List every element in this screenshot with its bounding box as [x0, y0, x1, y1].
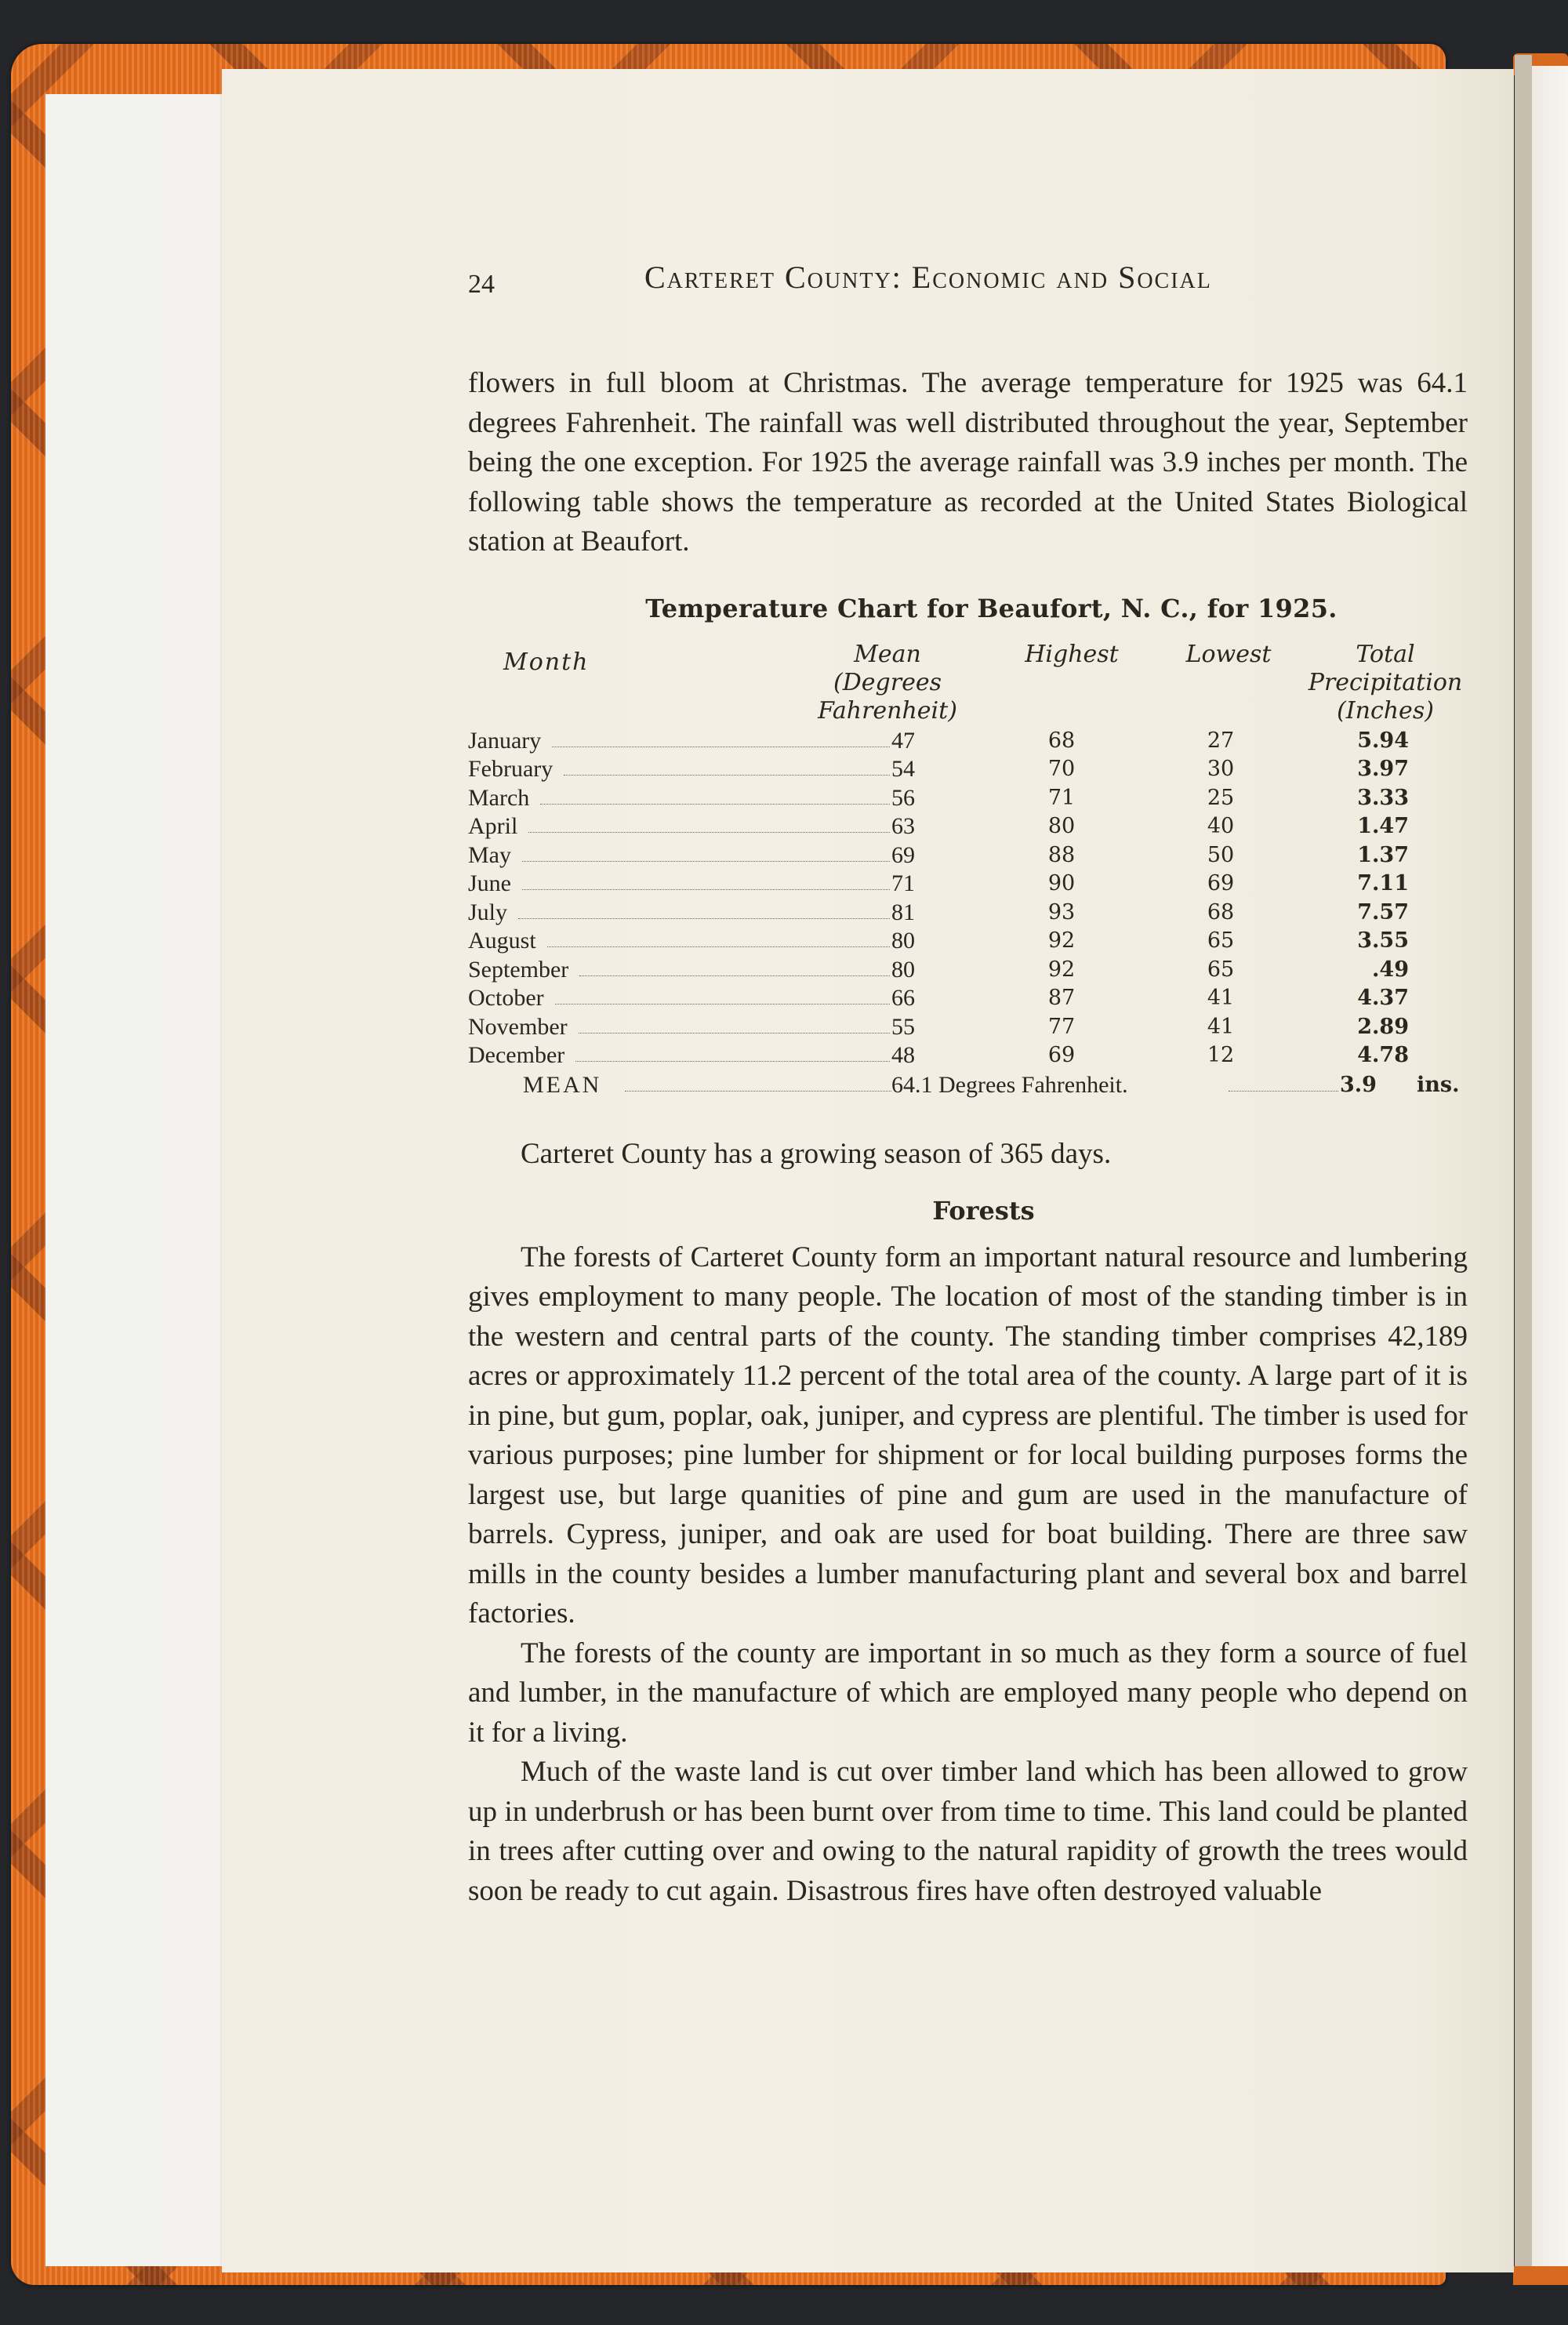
table-row [468, 927, 1468, 956]
lowest-cell: 30 [1207, 757, 1235, 781]
table-row [468, 727, 1468, 756]
highest-cell: 69 [1047, 1043, 1076, 1067]
mean-cell: 66 [891, 985, 915, 1011]
month-cell: June [468, 870, 511, 896]
dot-leader [1229, 1091, 1338, 1092]
growing-season-sentence: Carteret County has a growing season of 365 days. [521, 1137, 1112, 1170]
running-head [468, 251, 1468, 306]
mean-cell: 80 [891, 956, 915, 983]
dot-leader [522, 870, 890, 890]
precip-cell: 4.37 [1357, 986, 1409, 1010]
page-edge-shadow [1515, 55, 1532, 2282]
lowest-cell: 65 [1207, 928, 1235, 953]
running-title: Carteret County: Economic and Social [644, 260, 1212, 295]
header-precipitation: Total Precipitation (Inches) [1308, 640, 1463, 725]
table-body [468, 727, 1468, 1102]
precip-cell: 3.55 [1357, 928, 1409, 953]
month-cell: May [468, 841, 511, 868]
mean-cell: 81 [891, 899, 915, 925]
forests-paragraph-1: The forests of Carteret County form an important natural resource and lumbering gives employment to many people. The location of most of the standing timber is in the western and central parts of the county. The standing timber comprises 42,189 acres or approximately 11.2 percent of the total area of the county. A large part of it is in pine, but gum, poplar, oak, juniper, and cypress are plentiful. The timber is used for various purposes; pine lumber for shipment or for local building purposes forms the largest use, but large quanities of pine and gum are used in the manufacture of barrels. Cypress, juniper, and oak are used for boat building. There are three saw mills in the county besides a lumber manufacturing plant and several box and barrel factories. [468, 1241, 1468, 1629]
table-mean-row [468, 1070, 1468, 1102]
highest-cell: 68 [1047, 728, 1076, 753]
mean-cell: 54 [891, 756, 915, 782]
precip-cell: 3.97 [1357, 757, 1409, 781]
month-cell: January [468, 727, 542, 754]
precip-cell: 2.89 [1357, 1014, 1409, 1039]
mean-precip-unit: ins. [1417, 1072, 1460, 1097]
precip-cell: 5.94 [1357, 728, 1409, 753]
table-row [468, 755, 1468, 784]
highest-cell: 71 [1047, 785, 1076, 810]
table-row [468, 870, 1468, 899]
highest-cell: 88 [1047, 842, 1076, 867]
lowest-cell: 65 [1207, 957, 1235, 982]
dot-leader [555, 984, 890, 1004]
mean-cell: 69 [891, 841, 915, 868]
dot-leader [528, 812, 890, 833]
mean-cell: 71 [891, 870, 915, 896]
next-leaf-cover-bottom [1513, 2266, 1568, 2285]
header-highest: Highest [1025, 640, 1119, 668]
dot-leader [564, 755, 890, 776]
dot-leader [625, 1091, 891, 1092]
month-cell: November [468, 1013, 568, 1040]
table-row [468, 956, 1468, 985]
dot-leader [579, 956, 890, 976]
highest-cell: 93 [1047, 899, 1076, 925]
table-row [468, 812, 1468, 841]
lowest-cell: 41 [1207, 1014, 1235, 1039]
table-caption: Temperature Chart for Beaufort, N. C., for 1925. [645, 593, 1338, 623]
month-cell: December [468, 1042, 565, 1068]
dot-leader [518, 899, 890, 919]
precip-cell: 7.57 [1357, 899, 1409, 925]
precip-cell: 3.33 [1357, 785, 1409, 810]
precip-cell: 7.11 [1357, 871, 1409, 895]
precip-cell: 4.78 [1357, 1043, 1409, 1067]
mean-precipitation: 3.9 [1340, 1072, 1377, 1097]
dot-leader [575, 1041, 890, 1062]
forests-paragraph-2: The forests of the county are important in so much as they form a source of fuel and lumber, in the manufacture of which are employed many people who depend on it for a living. [468, 1637, 1468, 1749]
lowest-cell: 69 [1207, 871, 1235, 895]
month-cell: August [468, 928, 536, 954]
table-row [468, 841, 1468, 870]
lowest-cell: 40 [1207, 814, 1235, 838]
header-lowest: Lowest [1185, 640, 1272, 668]
lowest-cell: 50 [1207, 842, 1235, 867]
forests-paragraph-3: Much of the waste land is cut over timber land which has been allowed to grow up in underbrush or has been burnt over from time to time. This land could be planted in trees after cutting over and owing to the natural rapidity of growth the trees would soon be ready to cut again. Disastrous fires have often destroyed valuable [468, 1756, 1468, 1907]
table-row [468, 1013, 1468, 1042]
lowest-cell: 41 [1207, 986, 1235, 1010]
intro-paragraph: flowers in full bloom at Christmas. The average temperature for 1925 was 64.1 degrees Fahrenheit. The rainfall was well distributed throughout the year, September being the one exception. For 1925 the average rainfall was 3.9 inches per month. The following table shows the temperature as recorded at the United States Biological station at Beaufort. [468, 367, 1468, 558]
header-month: Month [503, 648, 590, 676]
mean-label: MEAN [523, 1071, 602, 1098]
highest-cell: 87 [1047, 986, 1076, 1010]
table-row [468, 1041, 1468, 1070]
lowest-cell: 25 [1207, 785, 1235, 810]
header-mean: Mean (Degrees Fahrenheit) [818, 640, 957, 725]
dot-leader [540, 784, 890, 805]
precip-cell: 1.37 [1357, 842, 1409, 867]
highest-cell: 92 [1047, 957, 1076, 982]
dot-leader [579, 1013, 890, 1034]
dot-leader [547, 927, 890, 947]
section-heading-forests: Forests [932, 1195, 1035, 1226]
mean-cell: 56 [891, 784, 915, 811]
lowest-cell: 68 [1207, 899, 1235, 925]
month-cell: July [468, 899, 508, 925]
next-leaf-edge [1532, 66, 1568, 2277]
mean-temperature: 64.1 Degrees Fahrenheit. [891, 1071, 1128, 1098]
mean-cell: 80 [891, 928, 915, 954]
highest-cell: 80 [1047, 814, 1076, 838]
table-row [468, 984, 1468, 1013]
month-cell: September [468, 956, 569, 983]
highest-cell: 92 [1047, 928, 1076, 953]
dot-leader [552, 727, 890, 747]
mean-cell: 47 [891, 727, 915, 754]
lowest-cell: 27 [1207, 728, 1235, 753]
month-cell: March [468, 784, 530, 811]
month-cell: February [468, 756, 554, 782]
dot-leader [522, 841, 890, 862]
mean-cell: 63 [891, 813, 915, 839]
highest-cell: 90 [1047, 871, 1076, 895]
table-row [468, 899, 1468, 928]
month-cell: April [468, 813, 518, 839]
page-content [468, 251, 1468, 1911]
table-row [468, 784, 1468, 813]
month-cell: October [468, 985, 544, 1011]
highest-cell: 77 [1047, 1014, 1076, 1039]
highest-cell: 70 [1047, 757, 1076, 781]
temperature-table [468, 641, 1468, 1119]
lowest-cell: 12 [1207, 1043, 1235, 1067]
mean-cell: 48 [891, 1042, 915, 1068]
page-number: 24 [468, 270, 495, 299]
precip-cell: .49 [1372, 957, 1409, 982]
mean-cell: 55 [891, 1013, 915, 1040]
precip-cell: 1.47 [1357, 814, 1409, 838]
